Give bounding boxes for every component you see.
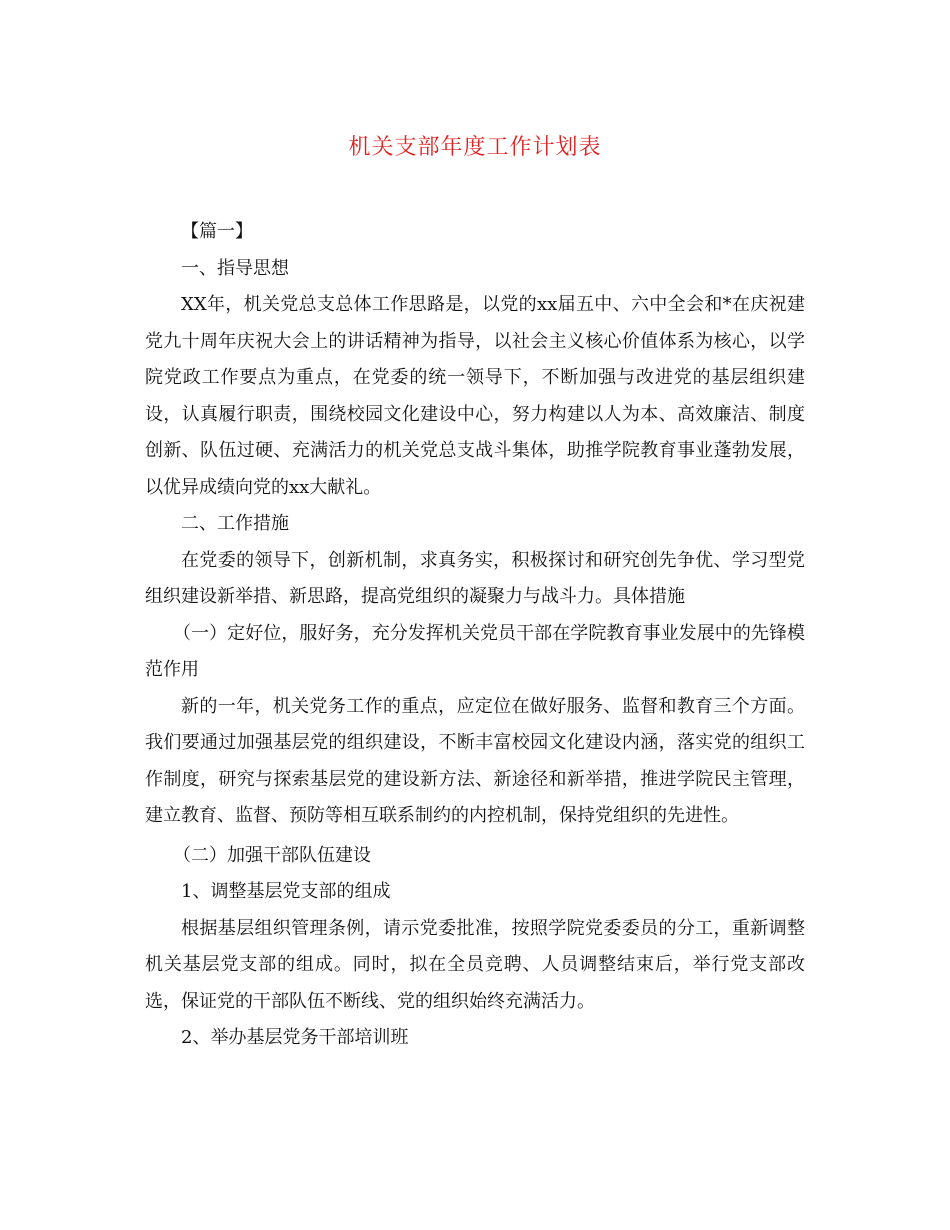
paragraph-positioning: 新的一年，机关党务工作的重点，应定位在做好服务、监督和教育三个方面。我们要通过加强基层党的组织建设，不断丰富校园文化建设内涵，落实党的组织工作制度，研究与探索基层党的建设新方法、新途径和新举措，推进学院民主管理，建立教育、监督、预防等相互联系制约的内控机制，保持党组织的先进性。 (145, 695, 805, 826)
item-adjust-branch: 1、调整基层党支部的组成 (181, 881, 391, 902)
section-label: 【篇一】 (181, 221, 253, 242)
document-body (145, 214, 805, 1057)
paragraph-guiding-thought: XX年，机关党总支总体工作思路是，以党的xx届五中、六中全会和*在庆祝建党九十周年庆祝大会上的讲话精神为指导，以社会主义核心价值体系为核心，以学院党政工作要点为重点，在党委的统一领导下，不断加强与改进党的基层组织建设，认真履行职责，围绕校园文化建设中心，努力构建以人为本、高效廉洁、制度创新、队伍过硬、充满活力的机关党总支战斗集体，助推学院教育事业蓬勃发展，以优异成绩向党的xx大献礼。 (145, 294, 805, 498)
subheading-positioning: （一）定好位，服好务，充分发挥机关党员干部在学院教育事业发展中的先锋模范作用 (145, 622, 805, 680)
subheading-cadre-building: （二）加强干部队伍建设 (173, 844, 371, 866)
paragraph-work-measures: 在党委的领导下，创新机制，求真务实，积极探讨和研究创先争优、学习型党组织建设新举措、新思路，提高党组织的凝聚力与战斗力。具体措施 (145, 549, 805, 607)
heading-work-measures: 二、工作措施 (181, 513, 289, 534)
item-training-class: 2、举办基层党务干部培训班 (181, 1027, 409, 1048)
document-title: 机关支部年度工作计划表 (348, 135, 602, 160)
heading-guiding-thought: 一、指导思想 (181, 257, 289, 279)
paragraph-adjust-branch: 根据基层组织管理条例，请示党委批准，按照学院党委委员的分工，重新调整机关基层党支部的组成。同时，拟在全员竞聘、人员调整结束后，举行党支部改选，保证党的干部队伍不断线、党的组织始终充满活力。 (145, 917, 805, 1012)
